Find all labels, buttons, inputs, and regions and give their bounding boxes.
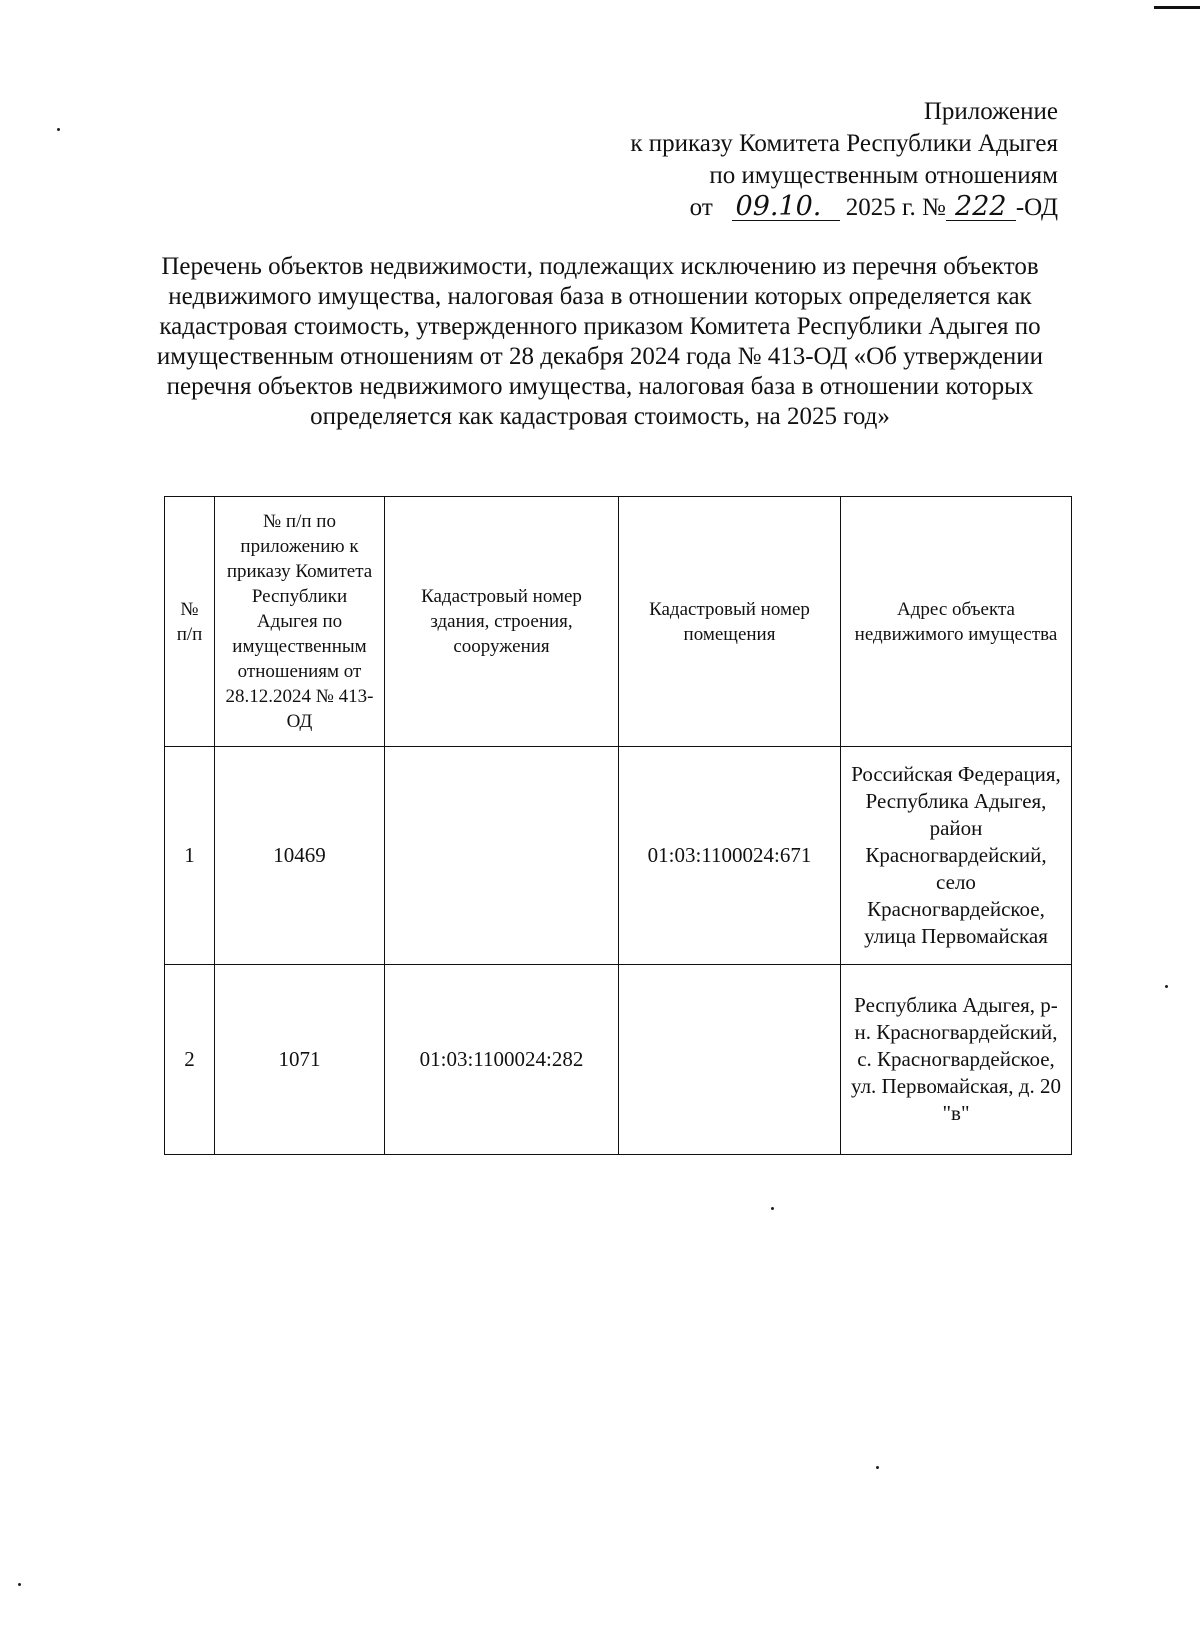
cell-building-cadastral <box>385 747 619 965</box>
column-header-number: № п/п <box>165 497 215 747</box>
handwritten-date: 09.10. <box>732 194 840 221</box>
table-header-row <box>165 497 1072 747</box>
appendix-date-line <box>630 192 1058 224</box>
table-row <box>165 747 1072 965</box>
cell-number: 2 <box>165 965 215 1155</box>
objects-table <box>164 496 1072 1155</box>
cell-address: Российская Федерация, Республика Адыгея, район Красногвардейский, село Красногвардейское, улица Первомайская <box>841 747 1072 965</box>
cell-number: 1 <box>165 747 215 965</box>
table-row <box>165 965 1072 1155</box>
scan-speck <box>57 128 60 131</box>
column-header-appendix-number: № п/п по приложению к приказу Комитета Республики Адыгея по имущественным отношениям от 28.12.2024 № 413-ОД <box>215 497 385 747</box>
handwritten-order-number: 222 <box>946 194 1016 221</box>
scan-speck <box>876 1466 879 1469</box>
cell-premises-cadastral <box>619 965 841 1155</box>
order-year: 2025 г. № <box>845 194 946 221</box>
cell-appendix-number: 1071 <box>215 965 385 1155</box>
appendix-header <box>630 96 1058 224</box>
appendix-committee: по имущественным отношениям <box>709 162 1058 189</box>
scan-speck <box>18 1583 21 1586</box>
cell-address: Республика Адыгея, р-н. Красногвардейский, с. Красногвардейское, ул. Первомайская, д. 20 "в" <box>841 965 1072 1155</box>
cell-appendix-number: 10469 <box>215 747 385 965</box>
appendix-order-ref: к приказу Комитета Республики Адыгея <box>630 130 1058 157</box>
scan-edge-mark <box>1154 6 1200 9</box>
scan-speck <box>771 1207 774 1210</box>
column-header-building-cadastral: Кадастровый номер здания, строения, сооружения <box>385 497 619 747</box>
cell-building-cadastral: 01:03:1100024:282 <box>385 965 619 1155</box>
order-number-suffix: -ОД <box>1015 194 1058 221</box>
date-prefix: от <box>689 194 713 221</box>
scan-speck <box>1165 985 1168 988</box>
column-header-address: Адрес объекта недвижимого имущества <box>841 497 1072 747</box>
column-header-premises-cadastral: Кадастровый номер помещения <box>619 497 841 747</box>
cell-premises-cadastral: 01:03:1100024:671 <box>619 747 841 965</box>
document-title: Перечень объектов недвижимости, подлежащих исключению из перечня объектов недвижимого имущества, налоговая база в отношении которых определяется как кадастровая стоимость, утвержденного приказом Комитета Республики Адыгея по имущественным отношениям от 28 декабря 2024 года № 413-ОД «Об утверждении перечня объектов недвижимого имущества, налоговая база в отношении которых определяется как кадастровая стоимость, на 2025 год» <box>156 253 1044 430</box>
appendix-label: Приложение <box>923 98 1058 125</box>
